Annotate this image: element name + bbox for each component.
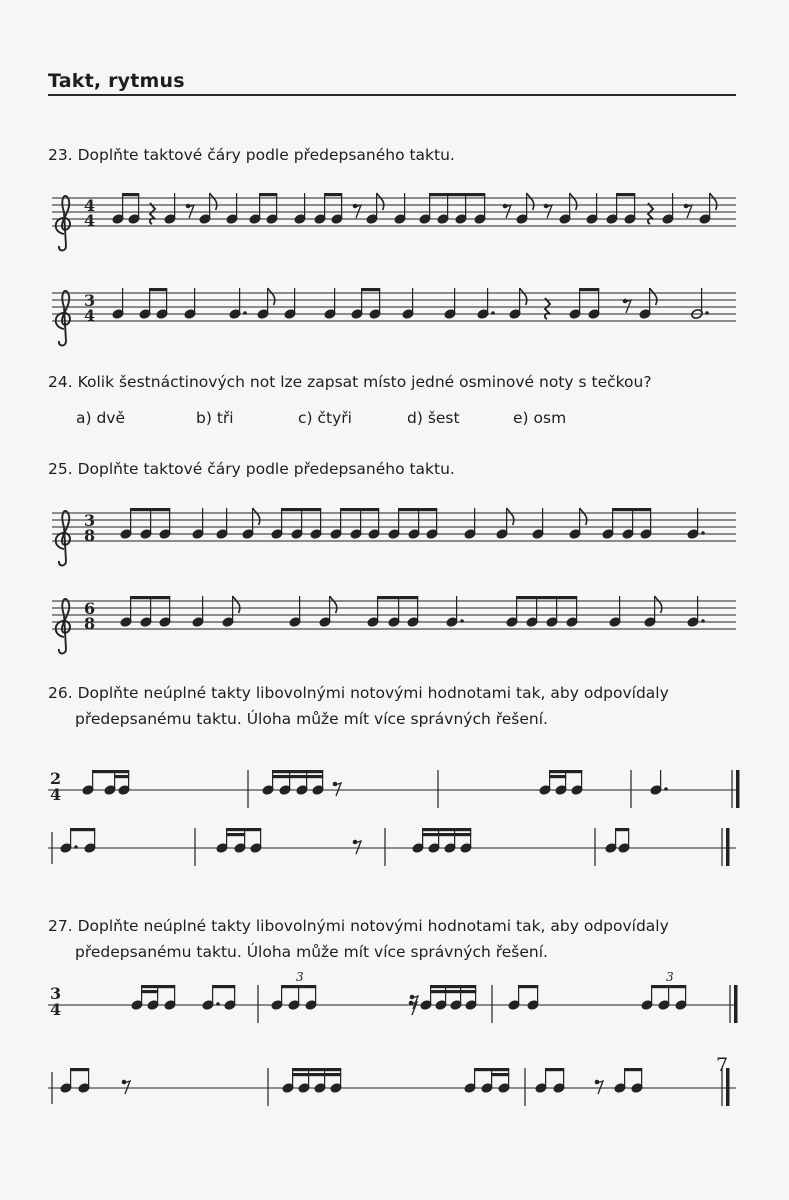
time-signature-top: 6	[84, 599, 96, 618]
note-beam	[92, 770, 129, 773]
note-beam	[122, 193, 139, 196]
note-beam	[281, 985, 316, 988]
note-flag	[377, 193, 384, 210]
time-signature-bottom: 8	[84, 526, 96, 545]
note-beam	[234, 990, 235, 993]
treble-clef	[56, 511, 70, 566]
note-beam	[616, 193, 635, 196]
note-beam	[141, 985, 175, 988]
question-text-line-2: předepsanému taktu. Úloha může mít více správných řešení.	[75, 943, 548, 961]
note-flag	[520, 288, 527, 305]
note-beam	[130, 508, 170, 511]
staff-25-line-2	[0, 593, 789, 653]
rhythm-26-line-1	[0, 760, 789, 820]
time-signature-top: 3	[84, 291, 96, 310]
note-beam	[281, 508, 321, 511]
time-signature-top: 3	[50, 984, 62, 1003]
rhythm-27-line-1	[0, 970, 789, 1035]
note-beam	[651, 985, 686, 988]
staff-25-line-1	[0, 505, 789, 565]
time-signature-bottom: 4	[84, 306, 96, 325]
note-beam	[430, 985, 476, 988]
note-beam	[259, 193, 277, 196]
quarter-rest	[150, 203, 155, 224]
note-flag	[580, 508, 587, 525]
final-barline-thick	[726, 828, 730, 866]
note-beam	[624, 1068, 642, 1071]
quarter-rest	[648, 203, 653, 224]
augmentation-dot	[491, 311, 495, 315]
section-title: Takt, rytmus	[48, 70, 185, 92]
triplet-number: 3	[296, 970, 304, 984]
note-beam	[361, 288, 380, 291]
note-beam	[628, 833, 629, 836]
staff-23-line-2	[0, 285, 789, 345]
page-number: 7	[716, 1054, 729, 1076]
note-flag	[710, 193, 717, 210]
note-beam	[94, 833, 95, 836]
note-beam	[516, 596, 577, 599]
note-beam	[474, 1068, 509, 1071]
time-signature-top: 2	[50, 769, 62, 788]
time-signature-top: 4	[84, 196, 96, 215]
augmentation-dot	[460, 619, 464, 623]
final-barline-thick	[736, 770, 740, 808]
question-number: 25.	[48, 460, 73, 478]
augmentation-dot	[701, 531, 705, 535]
note-beam	[377, 596, 418, 599]
question-23	[48, 142, 738, 168]
note-flag	[268, 288, 275, 305]
note-beam	[149, 288, 167, 291]
note-beam	[545, 1068, 564, 1071]
augmentation-dot	[216, 1002, 220, 1006]
augmentation-dot	[243, 311, 247, 315]
note-flag	[655, 596, 662, 613]
note-flag	[233, 596, 240, 613]
question-number: 26.	[48, 684, 73, 702]
note-beam	[398, 508, 437, 511]
time-signature-top: 3	[84, 511, 96, 530]
answer-c[interactable]: c) čtyři	[298, 409, 352, 427]
note-beam	[518, 985, 538, 988]
question-25	[48, 456, 738, 482]
note-flag	[650, 288, 657, 305]
note-beam	[226, 833, 245, 836]
note-beam	[114, 775, 129, 778]
question-number: 24.	[48, 373, 73, 391]
time-signature-bottom: 8	[84, 614, 96, 633]
note-beam	[226, 828, 261, 831]
note-beam	[422, 833, 471, 836]
time-signature-bottom: 4	[84, 211, 96, 230]
question-text-line-1: Doplňte neúplné takty libovolnými notovými hodnotami tak, aby odpovídaly	[77, 684, 669, 702]
answer-d[interactable]: d) šest	[407, 409, 460, 427]
note-flag	[570, 193, 577, 210]
note-flag	[330, 596, 337, 613]
answer-b[interactable]: b) tři	[196, 409, 234, 427]
question-text: Doplňte taktové čáry podle předepsaného taktu.	[77, 146, 455, 164]
final-barline-thick	[734, 985, 738, 1023]
note-flag	[507, 508, 514, 525]
question-number: 23.	[48, 146, 73, 164]
note-beam	[272, 770, 323, 773]
note-beam	[340, 508, 379, 511]
note-beam	[70, 1068, 89, 1071]
staff-23-line-1	[0, 190, 789, 250]
note-flag	[210, 193, 217, 210]
note-beam	[549, 775, 566, 778]
eighth-rest-stroke	[411, 1002, 417, 1015]
note-beam	[130, 596, 170, 599]
title-rule	[48, 94, 736, 96]
question-text: Doplňte taktové čáry podle předepsaného taktu.	[77, 460, 455, 478]
note-flag	[527, 193, 534, 210]
note-flag	[253, 508, 260, 525]
question-26	[48, 680, 738, 732]
note-beam	[430, 990, 476, 993]
augmentation-dot	[701, 619, 705, 623]
note-beam	[549, 770, 582, 773]
question-text: Kolik šestnáctinových not lze zapsat místo jedné osminové noty s tečkou?	[77, 373, 652, 391]
note-beam	[429, 193, 485, 196]
note-beam	[292, 1068, 341, 1071]
treble-clef	[56, 599, 70, 654]
note-beam	[615, 828, 629, 831]
answer-options	[0, 409, 789, 433]
answer-a[interactable]: a) dvě	[76, 409, 126, 427]
treble-clef	[56, 291, 70, 346]
treble-clef	[56, 196, 70, 251]
question-number: 27.	[48, 917, 73, 935]
question-text-line-1: Doplňte neúplné takty libovolnými notovými hodnotami tak, aby odpovídaly	[77, 917, 669, 935]
triplet-number: 3	[666, 970, 674, 984]
note-beam	[70, 828, 95, 831]
note-beam	[292, 1073, 341, 1076]
question-27	[48, 913, 738, 965]
note-beam	[422, 828, 471, 831]
note-beam	[141, 990, 158, 993]
note-beam	[579, 288, 599, 291]
note-beam	[324, 193, 342, 196]
note-beam	[272, 775, 323, 778]
time-signature-bottom: 4	[50, 785, 62, 804]
note-beam	[212, 985, 235, 988]
question-text-line-2: předepsanému taktu. Úloha může mít více správných řešení.	[75, 710, 548, 728]
answer-e[interactable]: e) osm	[513, 409, 567, 427]
question-24	[48, 369, 738, 395]
augmentation-dot	[705, 311, 709, 315]
time-signature-bottom: 4	[50, 1000, 62, 1019]
note-beam	[491, 1073, 509, 1076]
note-beam	[641, 1073, 642, 1076]
quarter-rest	[545, 298, 550, 319]
note-beam	[612, 508, 651, 511]
augmentation-dot	[664, 787, 668, 791]
augmentation-dot	[74, 845, 78, 849]
rhythm-27-line-2	[0, 1058, 789, 1118]
rhythm-26-line-2	[0, 818, 789, 878]
